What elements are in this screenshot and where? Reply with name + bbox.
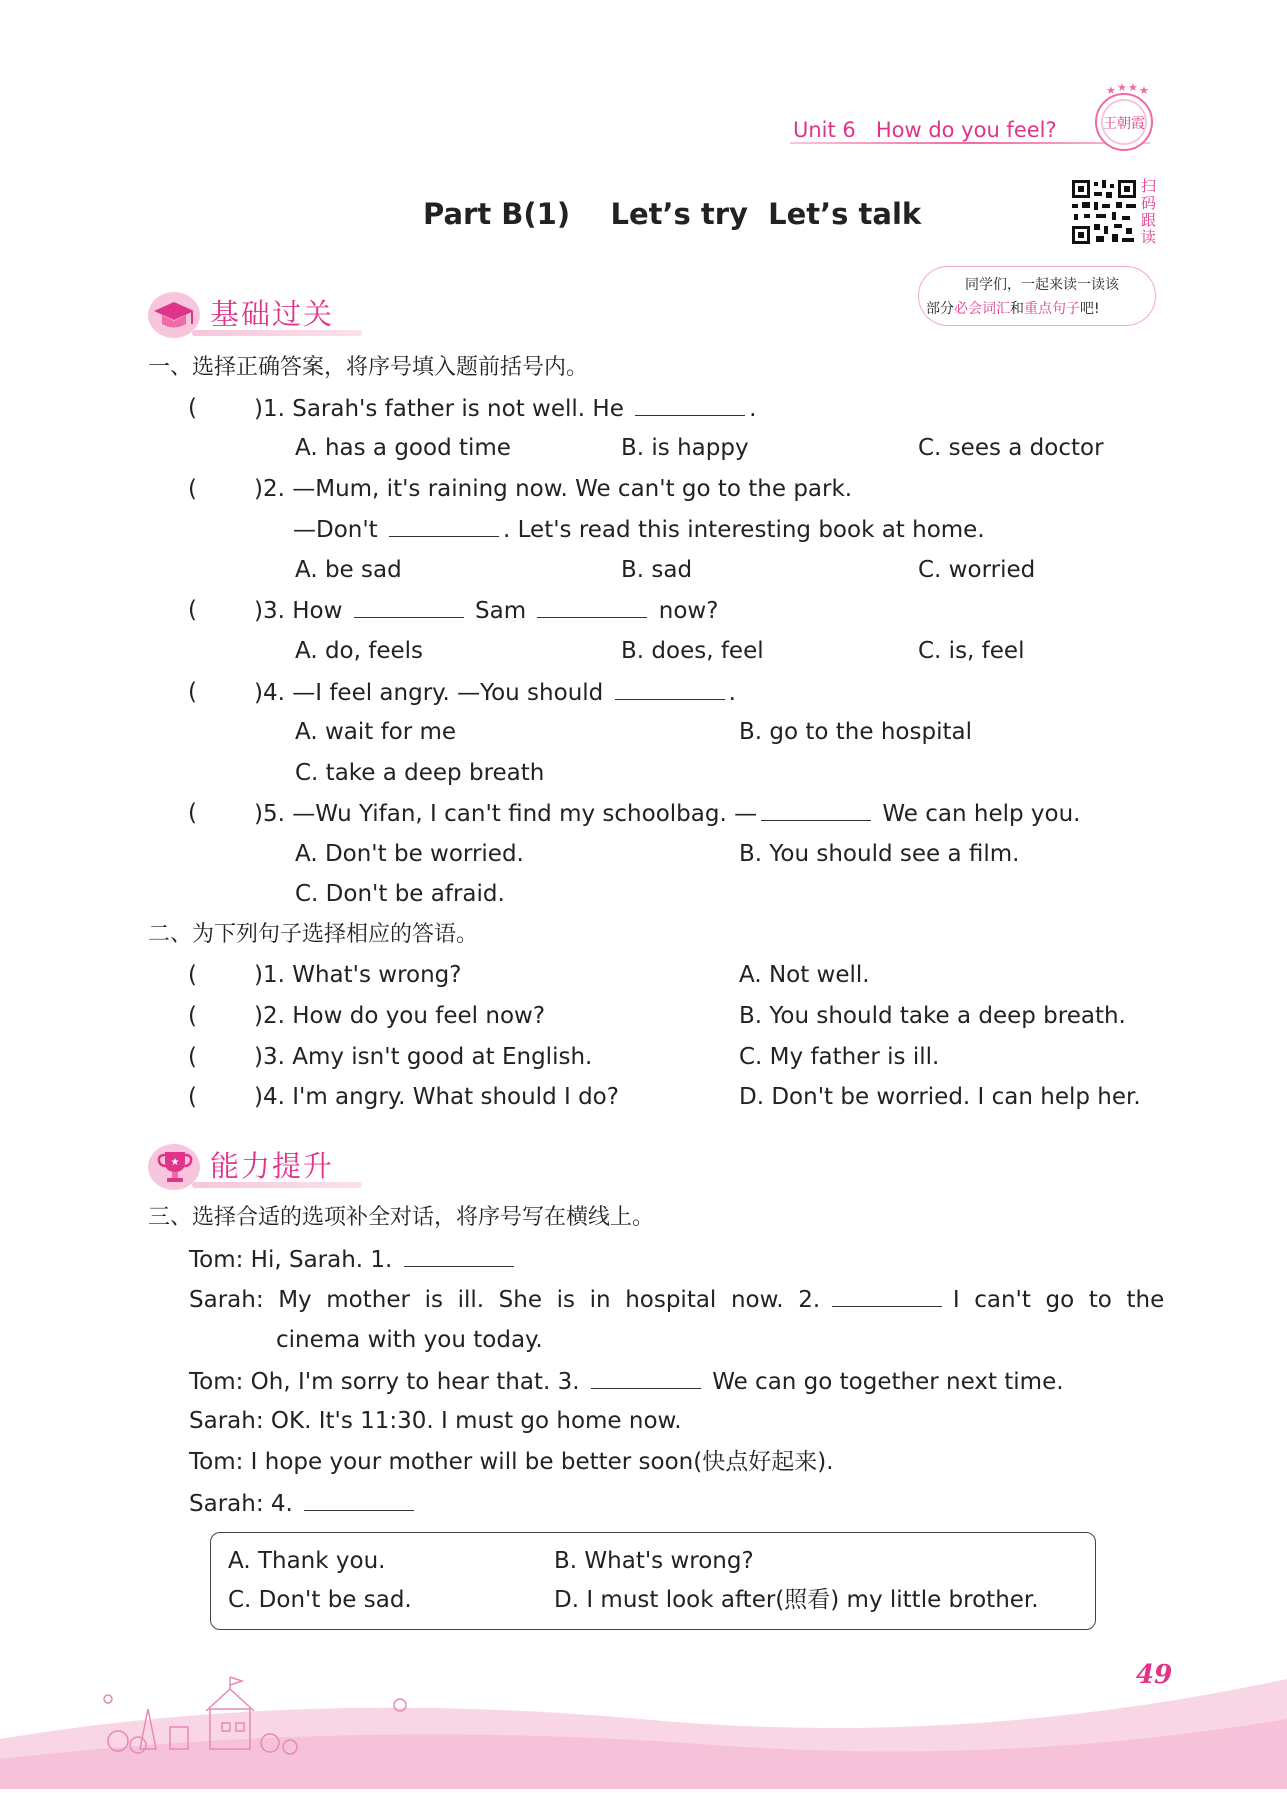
part3-instruction: 三、选择合适的选项补全对话，将序号写在横线上。 bbox=[148, 1205, 655, 1230]
section-basic-title: 基础过关 bbox=[210, 297, 335, 331]
q4-option-c: C. take a deep breath bbox=[295, 760, 545, 786]
q2-answer-paren[interactable]: ( bbox=[188, 476, 197, 502]
dialog-blank-4[interactable] bbox=[304, 1488, 414, 1511]
q1-option-c: C. sees a doctor bbox=[918, 435, 1104, 461]
section-advanced-badge bbox=[148, 1142, 368, 1192]
dialog-line-2-text: Sarah: My mother is ill. She is in hospital now. 2. bbox=[189, 1287, 821, 1313]
section-advanced-title: 能力提升 bbox=[210, 1149, 335, 1183]
q3-stem-a: )3. How bbox=[254, 598, 343, 624]
tip-text-a: 部分 bbox=[926, 301, 954, 317]
dialog-line-1 bbox=[189, 1244, 518, 1275]
part1-instruction: 一、选择正确答案，将序号填入题前括号内。 bbox=[148, 355, 589, 380]
q4-option-a: A. wait for me bbox=[295, 719, 457, 745]
q2-option-b: B. sad bbox=[621, 557, 693, 583]
dialog-line-6-text: Sarah: 4. bbox=[189, 1491, 293, 1517]
dialog-line-6 bbox=[189, 1488, 418, 1519]
q5-stem bbox=[254, 798, 1080, 829]
dialog-blank-1[interactable] bbox=[404, 1244, 514, 1267]
q4-stem-text: )4. —I feel angry. —You should bbox=[254, 680, 604, 706]
svg-text:★: ★ bbox=[1106, 84, 1116, 97]
svg-text:王朝霞: 王朝霞 bbox=[1103, 116, 1145, 132]
q2-option-c: C. worried bbox=[918, 557, 1036, 583]
p2-q2-answer-paren[interactable]: ( bbox=[188, 1003, 197, 1029]
svg-text:★: ★ bbox=[1128, 82, 1138, 94]
q4-stem-end: . bbox=[728, 680, 736, 706]
q5-option-c: C. Don't be afraid. bbox=[295, 881, 505, 907]
option-c: C. Don't be sad. bbox=[228, 1587, 412, 1613]
svg-text:★: ★ bbox=[1139, 84, 1149, 97]
q1-stem-end: . bbox=[749, 396, 757, 422]
unit-title: How do you feel? bbox=[875, 118, 1057, 142]
dialog-line-2-cont: cinema with you today. bbox=[276, 1327, 543, 1353]
q2-line2-start: —Don't bbox=[293, 517, 378, 543]
dialog-line-3 bbox=[189, 1366, 1064, 1397]
dialog-line-3-text: Tom: Oh, I'm sorry to hear that. 3. bbox=[189, 1369, 580, 1395]
tip-bubble-line2 bbox=[926, 298, 1100, 318]
q4-stem bbox=[254, 677, 736, 708]
footer-decoration bbox=[0, 1649, 1287, 1789]
p2-answer-d: D. Don't be worried. I can help her. bbox=[739, 1084, 1141, 1110]
option-b: B. What's wrong? bbox=[554, 1548, 754, 1574]
q5-answer-paren[interactable]: ( bbox=[188, 800, 197, 826]
unit-number: Unit 6 bbox=[793, 118, 856, 142]
dialog-line-4: Sarah: OK. It's 11:30. I must go home now. bbox=[189, 1408, 682, 1434]
dialog-line-1-text: Tom: Hi, Sarah. 1. bbox=[189, 1247, 393, 1273]
unit-label bbox=[793, 115, 1057, 145]
p2-q3-answer-paren[interactable]: ( bbox=[188, 1044, 197, 1070]
q2-line2-end: . Let's read this interesting book at home. bbox=[503, 517, 985, 543]
q4-blank[interactable] bbox=[615, 677, 725, 700]
qr-code-icon[interactable] bbox=[1070, 178, 1138, 246]
q2-option-a: A. be sad bbox=[295, 557, 402, 583]
option-a: A. Thank you. bbox=[228, 1548, 386, 1574]
q3-stem bbox=[254, 595, 718, 626]
q3-option-b: B. does, feel bbox=[621, 638, 764, 664]
svg-text:★: ★ bbox=[1117, 82, 1127, 94]
page-number: 49 bbox=[1136, 1660, 1173, 1690]
q3-stem-b: Sam bbox=[475, 598, 527, 624]
q3-option-c: C. is, feel bbox=[918, 638, 1025, 664]
dialog-line-2 bbox=[189, 1284, 1164, 1315]
q1-option-a: A. has a good time bbox=[295, 435, 511, 461]
p2-q1-answer-paren[interactable]: ( bbox=[188, 962, 197, 988]
q3-answer-paren[interactable]: ( bbox=[188, 597, 197, 623]
q5-option-b: B. You should see a film. bbox=[739, 841, 1020, 867]
p2-q1: )1. What's wrong? bbox=[254, 962, 462, 988]
logo-seal-icon bbox=[1088, 82, 1160, 154]
p2-answer-b: B. You should take a deep breath. bbox=[739, 1003, 1126, 1029]
part2-instruction: 二、为下列句子选择相应的答语。 bbox=[148, 922, 479, 947]
option-d: D. I must look after(照看) my little brother. bbox=[554, 1587, 1039, 1613]
dialog-blank-3[interactable] bbox=[591, 1366, 701, 1389]
p2-q4: )4. I'm angry. What should I do? bbox=[254, 1084, 619, 1110]
q3-stem-c: now? bbox=[658, 598, 719, 624]
q2-stem: )2. —Mum, it's raining now. We can't go to the park. bbox=[254, 476, 853, 502]
q1-stem-text: )1. Sarah's father is not well. He bbox=[254, 396, 624, 422]
page-title: Part B(1) Let’s try Let’s talk bbox=[423, 197, 922, 231]
tip-bubble-line1: 同学们，一起来读一读该 bbox=[965, 277, 1119, 293]
dialog-line-3-end: We can go together next time. bbox=[712, 1369, 1064, 1395]
q3-blank-2[interactable] bbox=[537, 595, 647, 618]
dialog-line-2-end: I can't go to the bbox=[952, 1287, 1165, 1313]
dialog-blank-2[interactable] bbox=[832, 1284, 942, 1307]
q5-option-a: A. Don't be worried. bbox=[295, 841, 524, 867]
q1-blank[interactable] bbox=[635, 393, 745, 416]
q2-blank[interactable] bbox=[389, 514, 499, 537]
p2-q2: )2. How do you feel now? bbox=[254, 1003, 546, 1029]
graduation-cap-icon bbox=[152, 298, 196, 338]
q3-blank-1[interactable] bbox=[354, 595, 464, 618]
qr-label: 扫码跟读 bbox=[1141, 177, 1157, 246]
q5-stem-end: We can help you. bbox=[882, 801, 1081, 827]
q1-option-b: B. is happy bbox=[621, 435, 749, 461]
tip-text-and: 和 bbox=[1010, 301, 1024, 317]
q4-answer-paren[interactable]: ( bbox=[188, 679, 197, 705]
p2-q4-answer-paren[interactable]: ( bbox=[188, 1084, 197, 1110]
trophy-icon bbox=[156, 1148, 194, 1190]
tip-text-end: 吧! bbox=[1080, 301, 1100, 317]
q1-answer-paren[interactable]: ( bbox=[188, 395, 197, 421]
tip-text-vocab: 必会词汇 bbox=[954, 301, 1010, 317]
svg-text:★: ★ bbox=[170, 1157, 180, 1168]
tip-text-sentences: 重点句子 bbox=[1024, 301, 1080, 317]
q3-option-a: A. do, feels bbox=[295, 638, 424, 664]
dialog-line-5: Tom: I hope your mother will be better soon(快点好起来). bbox=[189, 1449, 834, 1475]
q4-option-b: B. go to the hospital bbox=[739, 719, 972, 745]
q1-stem bbox=[254, 393, 756, 424]
q2-line2 bbox=[293, 514, 985, 545]
q5-blank[interactable] bbox=[761, 798, 871, 821]
p2-answer-a: A. Not well. bbox=[739, 962, 870, 988]
p2-q3: )3. Amy isn't good at English. bbox=[254, 1044, 593, 1070]
q5-stem-text: )5. —Wu Yifan, I can't find my schoolbag. — bbox=[254, 801, 758, 827]
p2-answer-c: C. My father is ill. bbox=[739, 1044, 940, 1070]
section-basic-badge bbox=[148, 290, 368, 340]
